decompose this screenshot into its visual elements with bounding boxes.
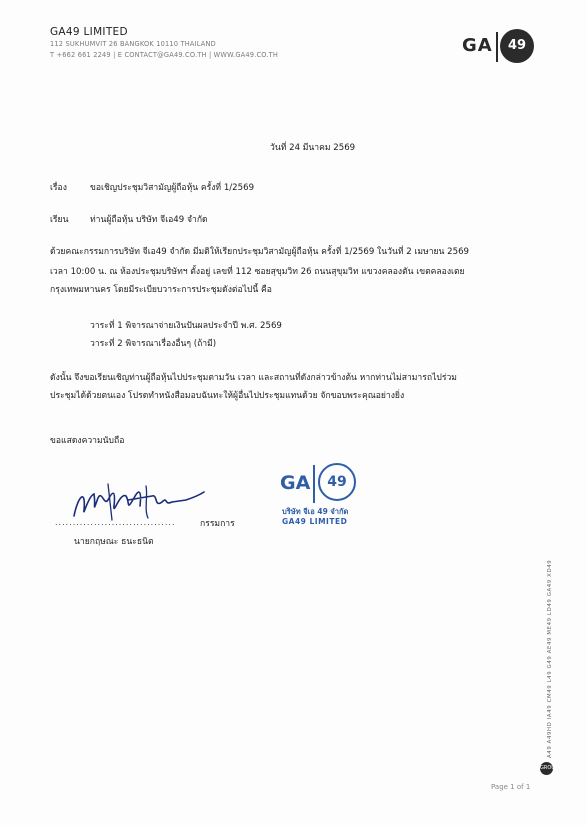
subject-label: เรื่อง [50,183,67,193]
signature-role: กรรมการ [200,519,235,529]
logo-divider [496,32,498,62]
recipient-label: เรียน [50,215,69,225]
logo-circle-icon [500,29,534,63]
stamp-ga-text: GA [280,472,311,494]
stamp-circle-icon [318,463,356,501]
company-contact: T +662 661 2249 | E CONTACT@GA49.CO.TH | WWW.GA49.CO.TH [50,51,279,59]
stamp-number: 49 [327,474,347,490]
logo-ga-text: GA [462,35,493,56]
group-brands-sidebar [539,508,558,776]
company-stamp [280,462,400,532]
company-name: GA49 LIMITED [50,26,128,38]
conclusion-line: ประชุมได้ด้วยตนเอง โปรดทำหนังสือมอบฉันทะให้ผู้อื่นไปประชุมแทนด้วย จักขอบพระคุณอย่างยิ่ง [50,391,405,401]
logo-number: 49 [507,38,527,53]
page-number: Page 1 of 1 [491,783,531,791]
stamp-english-name: GA49 LIMITED [282,517,348,526]
recipient-text: ท่านผู้ถือหุ้น บริษัท จีเอ49 จำกัด [90,215,208,225]
group-badge-icon: GROUP [540,762,553,775]
letter-date: วันที่ 24 มีนาคม 2569 [270,143,356,153]
signatory-name: นายกฤษณะ ธนะธนิต [74,537,154,547]
agenda-item: วาระที่ 2 พิจารณาเรื่องอื่นๆ (ถ้ามี) [90,339,217,349]
body-line: ด้วยคณะกรรมการบริษัท จีเอ49 จำกัด มีมติให้เรียกประชุมวิสามัญผู้ถือหุ้น ครั้งที่ 1/2569 ในวันที่ 2 เมษายน 2569 [50,247,470,257]
group-brand-list: A49 A49HD IA49 CM49 L49 G49 AE49 ME49 LD49 GA49 XD49 [547,559,553,758]
ga49-logo [462,28,536,66]
subject-text: ขอเชิญประชุมวิสามัญผู้ถือหุ้น ครั้งที่ 1/2569 [90,183,255,193]
signature-line: .................................. [55,518,176,527]
company-address: 112 SUKHUMVIT 26 BANGKOK 10110 THAILAND [50,40,216,48]
stamp-thai-name: บริษัท จีเอ 49 จำกัด [282,507,349,516]
body-line: เวลา 10:00 น. ณ ห้องประชุมบริษัทฯ ตั้งอยู่ เลขที่ 112 ซอยสุขุมวิท 26 ถนนสุขุมวิท แขวงคลองตัน เขตคลองเตย [50,267,465,277]
closing-text: ขอแสดงความนับถือ [50,436,125,446]
body-line: กรุงเทพมหานคร โดยมีระเบียบวาระการประชุมดังต่อไปนี้ คือ [50,285,272,295]
conclusion-line: ดังนั้น จึงขอเรียนเชิญท่านผู้ถือหุ้นไปประชุมตามวัน เวลา และสถานที่ดังกล่าวข้างต้น หากท่านไม่สามารถไปร่วม [50,373,457,383]
stamp-divider [313,465,315,503]
agenda-item: วาระที่ 1 พิจารณาจ่ายเงินปันผลประจำปี พ.ศ. 2569 [90,321,282,331]
